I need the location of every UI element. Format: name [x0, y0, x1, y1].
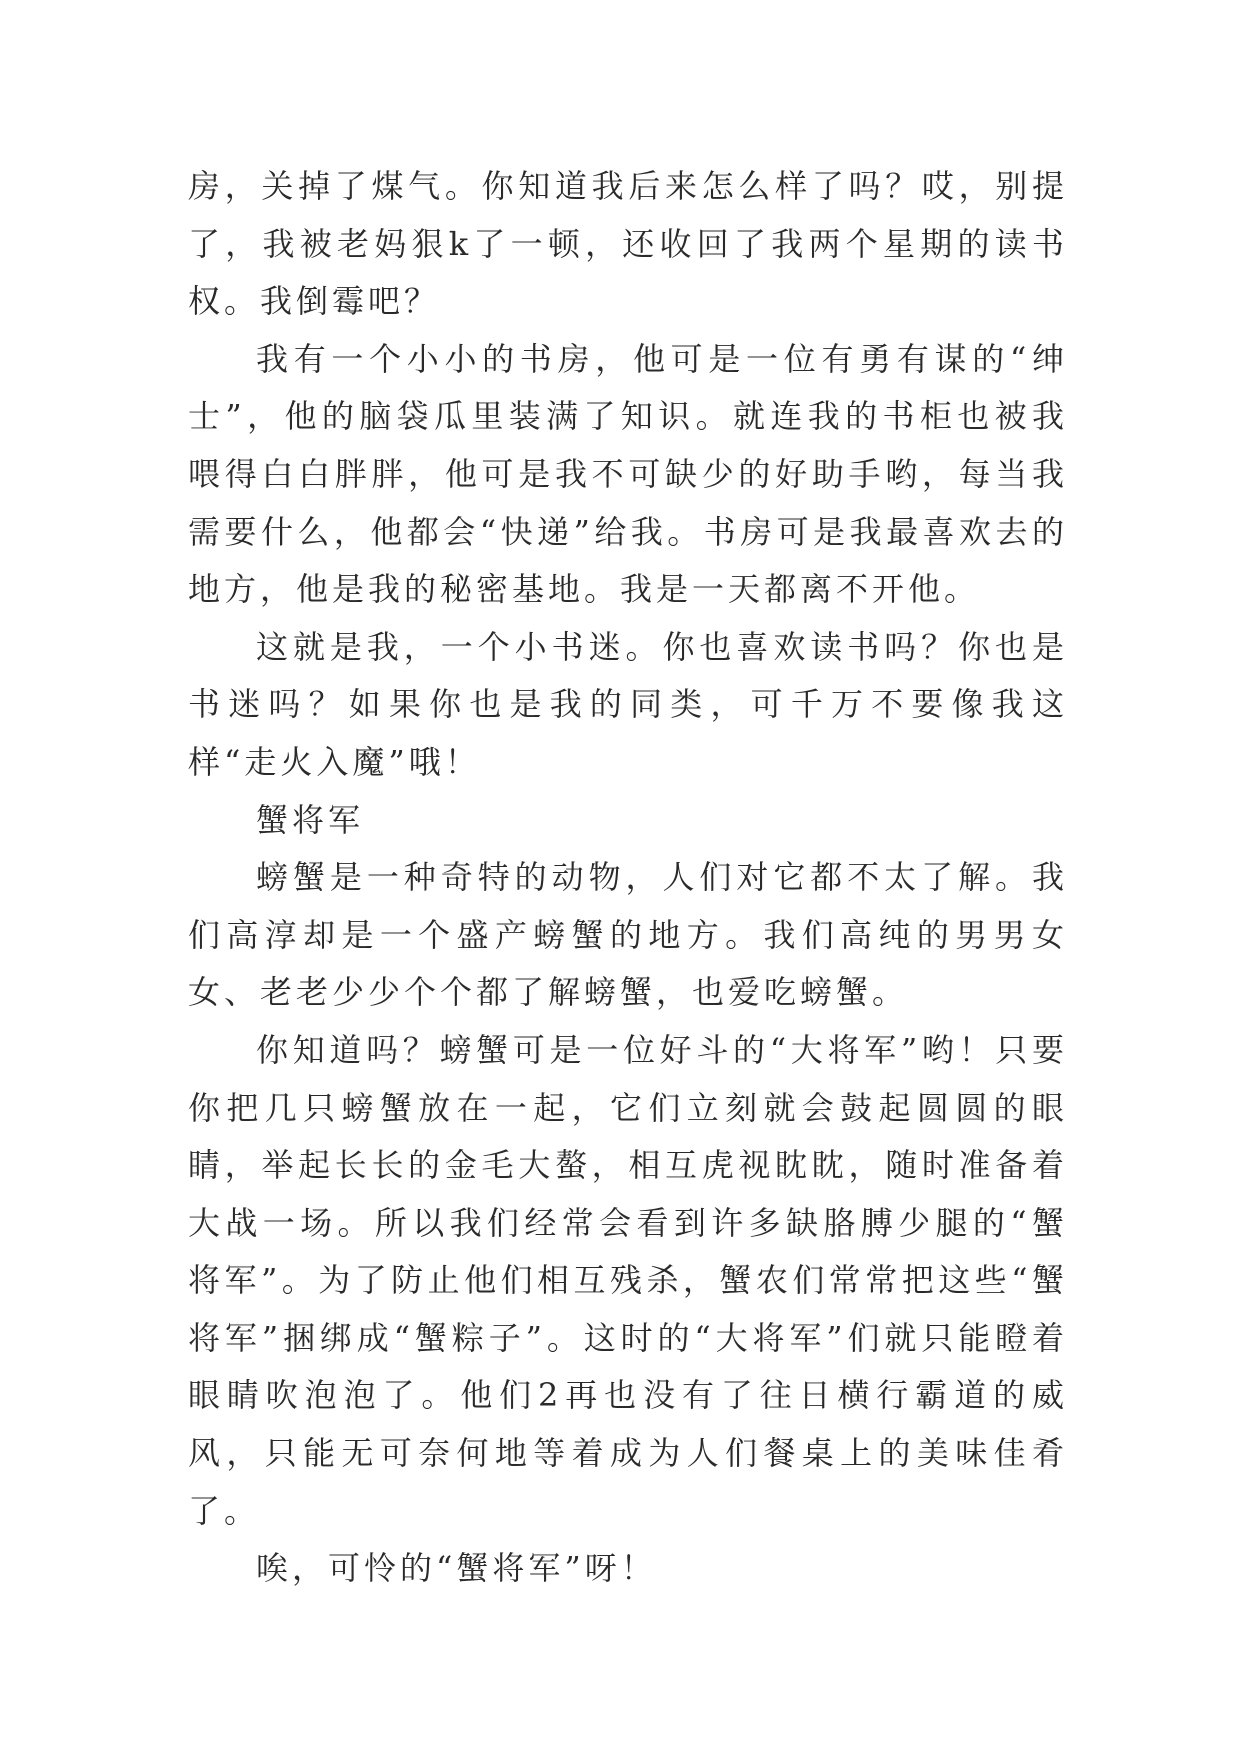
paragraph-continuation: 房，关掉了煤气。你知道我后来怎么样了吗？哎，别提了，我被老妈狠k了一顿，还收回了我两个星期的读书权。我倒霉吧？ [188, 167, 1068, 321]
paragraph-study-room: 我有一个小小的书房，他可是一位有勇有谋的“绅士”，他的脑袋瓜里装满了知识。就连我的书柜也被我喂得白白胖胖，他可是我不可缺少的好助手哟，每当我需要什么，他都会“快递”给我。书房可是我最喜欢去的地方，他是我的秘密基地。我是一天都离不开他。 [188, 339, 1068, 609]
essay-title: 蟹将军 [256, 800, 365, 839]
paragraph-bookworm: 这就是我，一个小书迷。你也喜欢读书吗？你也是书迷吗？如果你也是我的同类，可千万不要像我这样“走火入魔”哦！ [188, 627, 1068, 781]
paragraph-crab-general: 你知道吗？螃蟹可是一位好斗的“大将军”哟！只要你把几只螃蟹放在一起，它们立刻就会鼓起圆圆的眼睛，举起长长的金毛大螯，相互虎视眈眈，随时准备着大战一场。所以我们经常会看到许多缺胳膊少腿的“蟹将军”。为了防止他们相互残杀，蟹农们常常把这些“蟹将军”捆绑成“蟹粽子”。这时的“大将军”们就只能瞪着眼睛吹泡泡了。他们2再也没有了往日横行霸道的威风，只能无可奈何地等着成为人们餐桌上的美味佳肴了。 [188, 1030, 1068, 1530]
paragraph-crab-intro: 螃蟹是一种奇特的动物，人们对它都不太了解。我们高淳却是一个盛产螃蟹的地方。我们高纯的男男女女、老老少少个个都了解螃蟹，也爱吃螃蟹。 [188, 858, 1068, 1012]
paragraph-ending: 唉，可怜的“蟹将军”呀！ [256, 1549, 657, 1588]
body-text [188, 158, 1068, 1598]
